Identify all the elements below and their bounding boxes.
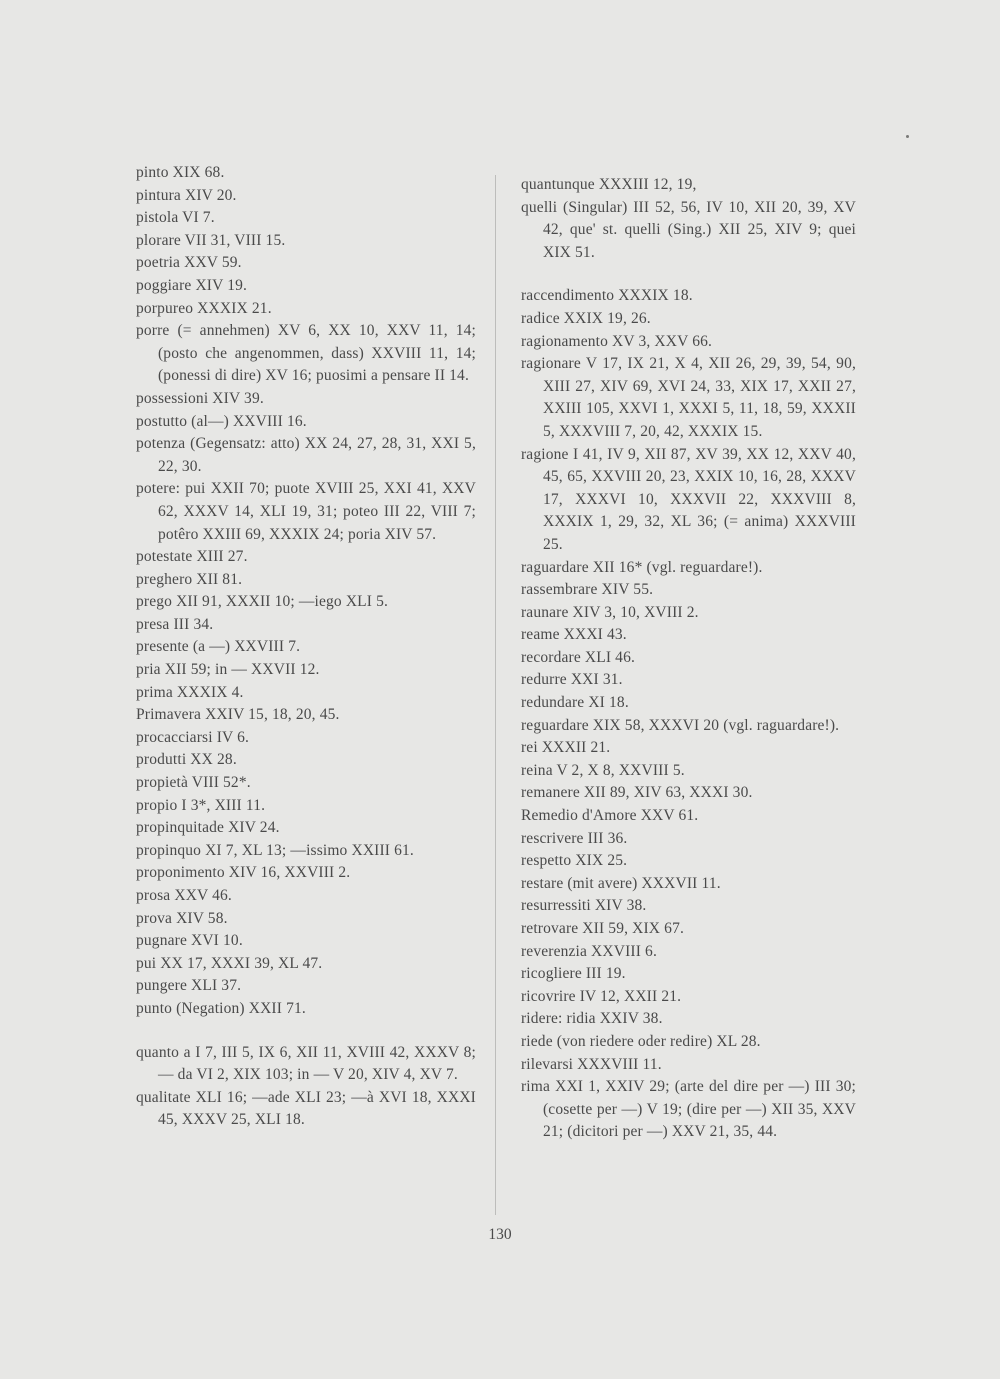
index-entry: ragione I 41, IV 9, XII 87, XV 39, XX 12, XXV 40, 45, 65, XXVIII 20, 23, XXIX 10, 16, 28, XXXV 17, XXXVI 10, XXXVII 22, XXXVIII 8, XXXIX 1, 29, 32, XL 36; (= anima) XXXVIII 25. — [521, 445, 861, 553]
index-entry: ridere: ridia XXIV 38. — [521, 1010, 663, 1028]
index-entry: retrovare XII 59, XIX 67. — [521, 920, 684, 937]
index-entry: proponimento XIV 16, XXVIII 2. — [136, 864, 351, 882]
index-entry: reverenzia XXVIII 6. — [521, 942, 657, 960]
index-entry: remanere XII 89, XIV 63, XXXI 30. — [521, 784, 753, 802]
index-entry: resurressiti XIV 38. — [521, 897, 647, 915]
index-entry: quelli (Singular) III 52, 56, IV 10, XII 20, 39, XV 42, que' st. quelli (Sing.) XII 25, XIV 9; quei XIX 51. — [521, 198, 861, 261]
index-entry: rei XXXII 21. — [521, 739, 611, 757]
page-number: 130 — [488, 1226, 512, 1243]
index-entry: redurre XXI 31. — [521, 671, 623, 689]
index-entry: rescrivere III 36. — [521, 829, 628, 847]
index-entry: presente (a —) XXVIII 7. — [136, 638, 301, 656]
index-entry: prova XIV 58. — [136, 909, 228, 927]
index-entry: ricovrire IV 12, XXII 21. — [521, 987, 682, 1005]
index-entry: prosa XXV 46. — [136, 887, 232, 904]
index-entry: pintura XIV 20. — [136, 186, 237, 204]
section-gap — [136, 1021, 476, 1042]
index-entry: recordare XLI 46. — [521, 648, 636, 666]
index-entry: pui XX 17, XXXI 39, XL 47. — [136, 954, 323, 972]
index-entry: possessioni XIV 39. — [136, 389, 264, 407]
index-entry: punto (Negation) XXII 71. — [136, 999, 306, 1017]
index-entry: restare (mit avere) XXXVII 11. — [521, 874, 721, 892]
index-entry: Primavera XXIV 15, 18, 20, 45. — [136, 706, 340, 724]
index-entry: porpureo XXXIX 21. — [136, 299, 272, 317]
index-entry: quantunque XXXIII 12, 19, — [521, 176, 697, 193]
index-entry: propinquitade XIV 24. — [136, 819, 280, 837]
index-entry: rassembrare XIV 55. — [521, 581, 654, 599]
index-entry: potestate XIII 27. — [136, 548, 248, 566]
index-entry: pistola VI 7. — [136, 209, 215, 227]
index-entry: presa III 34. — [136, 615, 214, 633]
index-entry: redundare XI 18. — [521, 694, 629, 712]
index-entry: qualitate XLI 16; —ade XLI 23; —à XVI 18, XXXI 45, XXXV 25, XLI 18. — [136, 1088, 481, 1129]
paper-speck — [906, 135, 909, 138]
index-entry: potenza (Gegensatz: atto) XX 24, 27, 28, 31, XXI 5, 22, 30. — [136, 435, 481, 475]
index-entry: porre (= annehmen) XV 6, XX 10, XXV 11, 14; (posto che angenommen, dass) XXVIII 11, 14; (ponessi di dire) XV 16; puosimi a pensare II 14. — [136, 322, 481, 385]
index-entry: ragionare V 17, IX 21, X 4, XII 26, 29, 39, 54, 90, XIII 27, XIV 69, XVI 24, 33, XIX 17, XXII 27, XXIII 105, XXVI 1, XXXI 5, 11, 18, 59, XXXII 5, XXXVIII 7, 20, 42, XXXIX 15. — [521, 355, 861, 440]
index-entry: produtti XX 28. — [136, 751, 237, 769]
index-entry: pungere XLI 37. — [136, 977, 242, 995]
index-entry: preghero XII 81. — [136, 570, 243, 588]
index-entry: raccendimento XXXIX 18. — [521, 287, 693, 305]
index-entry: postutto (al—) XXVIII 16. — [136, 412, 307, 430]
index-entry: radice XXIX 19, 26. — [521, 309, 651, 327]
index-entry: prima XXXIX 4. — [136, 683, 244, 701]
index-entry: propietà VIII 52*. — [136, 774, 251, 792]
index-entry: procacciarsi IV 6. — [136, 728, 250, 746]
index-entry: respetto XIX 25. — [521, 852, 628, 870]
index-entry: ricogliere III 19. — [521, 965, 626, 983]
index-entry: quanto a I 7, III 5, IX 6, XII 11, XVIII 42, XXXV 8; — da VI 2, XIX 103; in — V 20, XIV 4, XV 7. — [136, 1043, 481, 1084]
index-entry: Remedio d'Amore XXV 61. — [521, 807, 699, 825]
index-entry: potere: pui XXII 70; puote XVIII 25, XXI 41, XXV 62, XXXV 14, XLI 19, 31; poteo III 22, VIII 7; potêro XXIII 69, XXXIX 24; poria XIV 57. — [136, 480, 481, 543]
index-entry: propio I 3*, XIII 11. — [136, 796, 266, 814]
index-entry: reame XXXI 43. — [521, 626, 627, 644]
column-divider — [495, 175, 496, 1215]
index-entry: pria XII 59; in — XXVII 12. — [136, 661, 320, 679]
index-entry: poetria XXV 59. — [136, 254, 242, 272]
index-entry: reguardare XIX 58, XXXVI 20 (vgl. raguardare!). — [521, 716, 840, 734]
index-entry: rilevarsi XXXVIII 11. — [521, 1055, 662, 1073]
index-entry: pugnare XVI 10. — [136, 932, 243, 950]
index-entry: poggiare XIV 19. — [136, 276, 248, 294]
section-gap — [521, 264, 856, 285]
index-entry: plorare VII 31, VIII 15. — [136, 231, 286, 249]
index-entry: reina V 2, X 8, XXVIII 5. — [521, 761, 685, 779]
index-entry: ragionamento XV 3, XXV 66. — [521, 332, 713, 350]
index-entry: riede (von riedere oder redire) XL 28. — [521, 1032, 761, 1050]
index-entry: prego XII 91, XXXII 10; —iego XLI 5. — [136, 593, 389, 611]
left-index-column — [136, 162, 481, 1132]
index-entry: rima XXI 1, XXIV 29; (arte del dire per —) III 30; (cosette per —) V 19; (dire per —) XII 35, XXV 21; (dicitori per —) XXV 21, 35, 44. — [521, 1078, 861, 1141]
index-entry: pinto XIX 68. — [136, 164, 225, 181]
index-entry: raguardare XII 16* (vgl. reguardare!). — [521, 558, 763, 576]
right-index-column — [521, 174, 861, 1144]
index-entry: propinquo XI 7, XL 13; —issimo XXIII 61. — [136, 841, 414, 859]
index-entry: raunare XIV 3, 10, XVIII 2. — [521, 603, 699, 621]
